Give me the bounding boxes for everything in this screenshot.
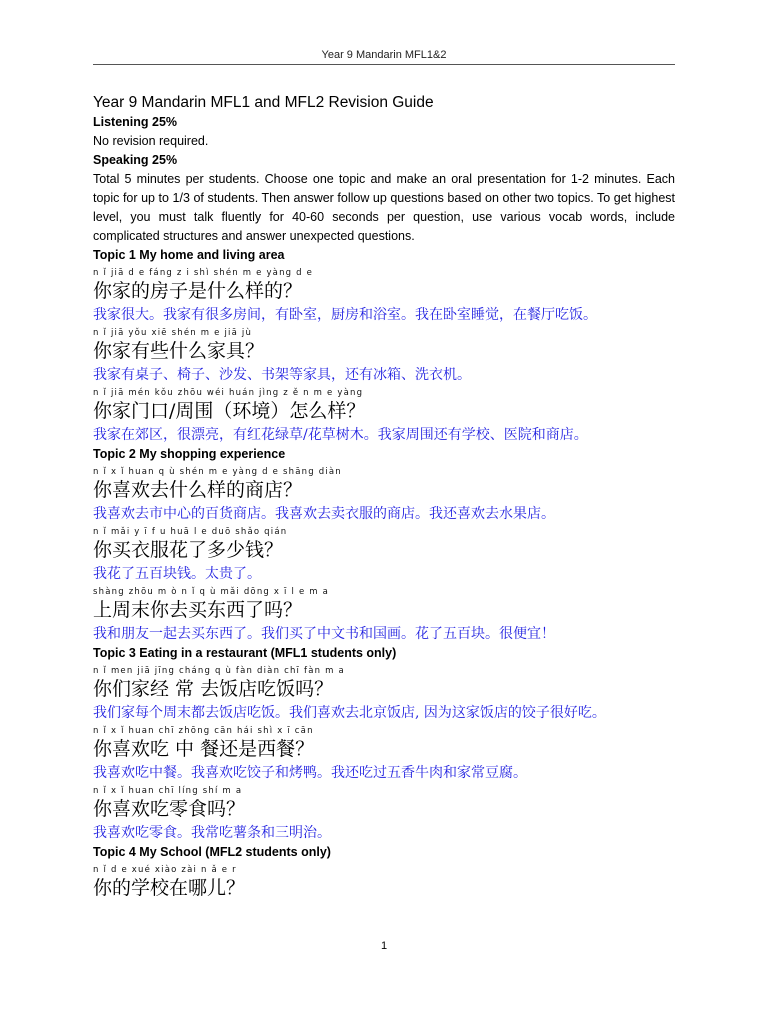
topic-heading: Topic 1 My home and living area [93,248,285,262]
answer: 我家有桌子、椅子、沙发、书架等家具，还有冰箱、洗衣机。 [93,367,471,383]
answer: 我们家每个周末都去饭店吃饭。我们喜欢去北京饭店, 因为这家饭店的饺子很好吃。 [93,705,606,721]
pinyin-line: n ǐ d e xué xiào zài n ǎ e r [93,865,237,875]
pinyin-line: shàng zhōu m ò n ǐ q ù mǎi dōng x ī l e m a [93,587,330,597]
pinyin-line: n ǐ jiā d e fáng z i shì shén m e yàng d e [93,268,314,278]
qa-item [93,268,675,325]
question: 你家有些什么家具？ [93,340,265,362]
pinyin-line: n ǐ x ǐ huan q ù shén m e yàng d e shāng diàn [93,467,342,477]
question: 你的学校在哪儿？ [93,877,246,899]
speaking-heading: Speaking 25% [93,153,178,167]
answer: 我和朋友一起去买东西了。我们买了中文书和国画。花了五百块。很便宜！ [93,626,555,642]
qa-item [93,328,675,385]
qa-item [93,467,675,524]
qa-item [93,527,675,584]
question: 你家门口/周围（环境）怎么样？ [93,400,366,422]
qa-item [93,726,675,783]
page-number: 1 [380,940,388,952]
qa-item [93,587,675,644]
qa-item [93,786,675,843]
question: 你家的房子是什么样的？ [93,280,303,302]
topic-heading: Topic 2 My shopping experience [93,447,286,461]
qa-item [93,865,675,900]
answer: 我家在郊区，很漂亮，有红花绿草/花草树木。我家周围还有学校、医院和商店。 [93,427,588,443]
document-body [93,93,675,900]
running-header: Year 9 Mandarin MFL1&2 [321,49,447,61]
pinyin-line: n ǐ jiā yǒu xiē shén m e jiā jù [93,328,253,338]
question: 上周末你去买东西了吗？ [93,599,303,621]
answer: 我喜欢去市中心的百货商店。我喜欢去卖衣服的商店。我还喜欢去水果店。 [93,506,555,522]
question: 你喜欢吃 中 餐还是西餐？ [93,738,315,760]
answer: 我喜欢吃中餐。我喜欢吃饺子和烤鸭。我还吃过五香牛肉和家常豆腐。 [93,765,527,781]
document-title: Year 9 Mandarin MFL1 and MFL2 Revision Guide [93,94,434,111]
pinyin-line: n ǐ x ǐ huan chī líng shí m a [93,786,243,796]
question: 你们家经 常 去饭店吃饭吗？ [93,678,334,700]
speaking-text: Total 5 minutes per students. Choose one topic and make an oral presentation for 1-2 minutes. Each topic for up to 1/3 of students. Then answer follow up questions based on other two topics. To get highest level, you must talk fluently for 40-60 seconds per question, use various vocab words, include complicated structures and answer unexpected questions. [93,172,675,243]
answer: 我喜欢吃零食。我常吃薯条和三明治。 [93,825,331,841]
question: 你喜欢吃零食吗？ [93,798,246,820]
topic-heading: Topic 4 My School (MFL2 students only) [93,845,331,859]
answer: 我花了五百块钱。太贵了。 [93,566,261,582]
topic-heading: Topic 3 Eating in a restaurant (MFL1 students only) [93,646,397,660]
pinyin-line: n ǐ men jiā jīng cháng q ù fàn diàn chī fàn m a [93,666,345,676]
question: 你喜欢去什么样的商店？ [93,479,303,501]
listening-heading: Listening 25% [93,115,178,129]
qa-item [93,388,675,445]
header-rule [93,64,675,65]
pinyin-line: n ǐ mǎi y ī f u huā l e duō shǎo qián [93,527,288,537]
question: 你买衣服花了多少钱？ [93,539,284,561]
answer: 我家很大。我家有很多房间，有卧室，厨房和浴室。我在卧室睡觉，在餐厅吃饭。 [93,307,597,323]
pinyin-line: n ǐ x ǐ huan chī zhōng cān hái shì x ī cān [93,726,314,736]
listening-text: No revision required. [93,134,209,148]
qa-item [93,666,675,723]
pinyin-line: n ǐ jiā mén kǒu zhōu wéi huán jìng z ě n m e yàng [93,388,364,398]
